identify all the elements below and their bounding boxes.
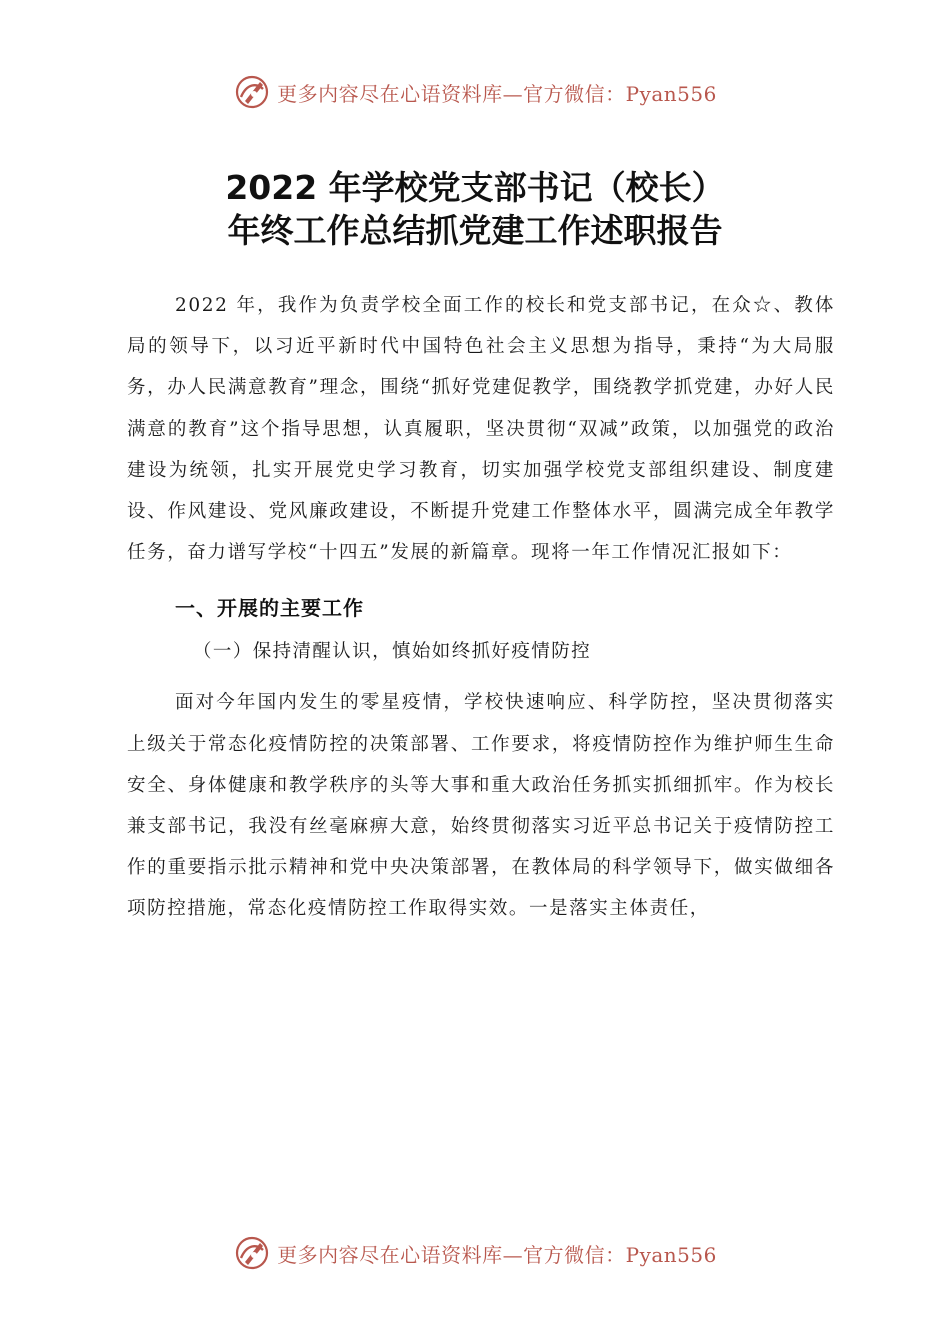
intro-paragraph: 2022 年，我作为负责学校全面工作的校长和党支部书记，在众☆、教体局的领导下，以习近平新时代中国特色社会主义思想为指导，秉持“为大局服务，办人民满意教育”理念，围绕“抓好党建促教学，围绕教学抓党建，办好人民满意的教育”这个指导思想，认真履职，坚决贯彻“双减”政策，以加强党的政治建设为统领，扎实开展党史学习教育，切实加强学校党支部组织建设、制度建设、作风建设、党风廉政建设，不断提升党建工作整体水平，圆满完成全年教学任务，奋力谱写学校“十四五”发展的新篇章。现将一年工作情况汇报如下： xyxy=(127,295,835,564)
watermark-banner-top xyxy=(0,72,950,112)
watermark-text: 更多内容尽在心语资料库—官方微信：Pyan556 xyxy=(277,81,717,106)
subsection-paragraph: 面对今年国内发生的零星疫情，学校快速响应、科学防控，坚决贯彻落实上级关于常态化疫情防控的决策部署、工作要求，将疫情防控作为维护师生生命安全、身体健康和教学秩序的头等大事和重大政治任务抓实抓细抓牢。作为校长兼支部书记，我没有丝毫麻痹大意，始终贯彻落实习近平总书记关于疫情防控工作的重要指示批示精神和党中央决策部署，在教体局的科学领导下，做实做细各项防控措施，常态化疫情防控工作取得实效。一是落实主体责任， xyxy=(127,692,835,920)
pen-swirl-logo-icon xyxy=(233,73,271,111)
document-body xyxy=(127,285,835,930)
document-title-line1: 2022 年学校党支部书记（校长） xyxy=(225,168,725,207)
document-title-line2: 年终工作总结抓党建工作述职报告 xyxy=(227,211,723,250)
subsection-heading: （一）保持清醒认识，慎始如终抓好疫情防控 xyxy=(193,641,592,663)
watermark-banner-bottom xyxy=(0,1233,950,1273)
section-heading: 一、开展的主要工作 xyxy=(175,596,364,621)
pen-swirl-logo-icon xyxy=(233,1234,271,1272)
watermark-text: 更多内容尽在心语资料库—官方微信：Pyan556 xyxy=(277,1242,717,1267)
